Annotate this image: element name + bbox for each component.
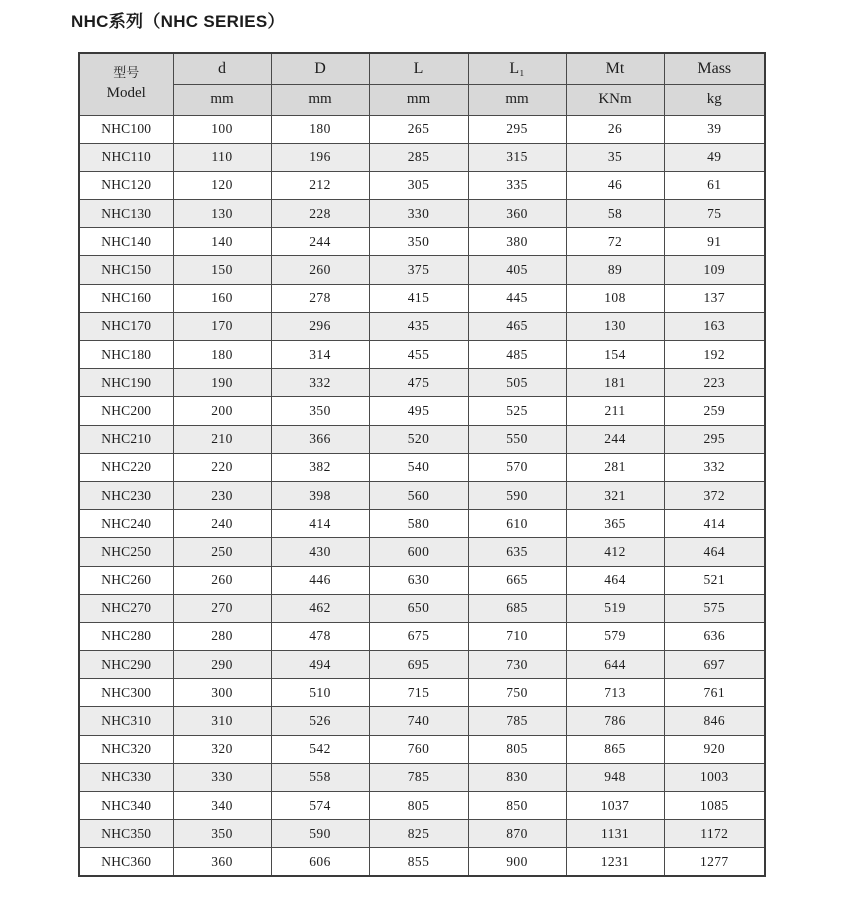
value-cell: 510 [271,679,369,707]
value-cell: 170 [173,312,271,340]
value-cell: 785 [468,707,566,735]
column-header-L1: L₁ [468,53,566,84]
value-cell: 521 [664,566,765,594]
value-cell: 519 [566,594,664,622]
value-cell: 870 [468,820,566,848]
value-cell: 350 [271,397,369,425]
table-row [79,341,765,369]
value-cell: 805 [468,735,566,763]
value-cell: 350 [173,820,271,848]
value-cell: 259 [664,397,765,425]
value-cell: 360 [468,200,566,228]
value-cell: 295 [664,425,765,453]
value-cell: 494 [271,651,369,679]
value-cell: 72 [566,228,664,256]
value-cell: 1131 [566,820,664,848]
value-cell: 730 [468,651,566,679]
model-cell: NHC150 [79,256,173,284]
unit-L: mm [369,84,468,115]
value-cell: 462 [271,594,369,622]
value-cell: 855 [369,848,468,876]
value-cell: 505 [468,369,566,397]
value-cell: 695 [369,651,468,679]
value-cell: 130 [173,200,271,228]
value-cell: 785 [369,763,468,791]
value-cell: 900 [468,848,566,876]
value-cell: 1277 [664,848,765,876]
value-cell: 430 [271,538,369,566]
value-cell: 574 [271,792,369,820]
value-cell: 372 [664,481,765,509]
table-body [79,115,765,876]
value-cell: 89 [566,256,664,284]
value-cell: 464 [566,566,664,594]
model-cell: NHC270 [79,594,173,622]
value-cell: 610 [468,510,566,538]
value-cell: 865 [566,735,664,763]
value-cell: 61 [664,171,765,199]
value-cell: 75 [664,200,765,228]
value-cell: 296 [271,312,369,340]
value-cell: 196 [271,143,369,171]
value-cell: 415 [369,284,468,312]
value-cell: 435 [369,312,468,340]
value-cell: 120 [173,171,271,199]
page-title: NHC系列（NHC SERIES） [71,12,285,31]
value-cell: 366 [271,425,369,453]
model-cell: NHC240 [79,510,173,538]
value-cell: 49 [664,143,765,171]
table-header [79,53,765,115]
model-cell: NHC190 [79,369,173,397]
value-cell: 180 [271,115,369,143]
table-row [79,171,765,199]
table-row [79,679,765,707]
value-cell: 1003 [664,763,765,791]
value-cell: 414 [664,510,765,538]
value-cell: 330 [369,200,468,228]
unit-d: mm [173,84,271,115]
table-row [79,651,765,679]
value-cell: 240 [173,510,271,538]
value-cell: 211 [566,397,664,425]
table-row [79,735,765,763]
model-cell: NHC360 [79,848,173,876]
value-cell: 1172 [664,820,765,848]
table-row [79,425,765,453]
value-cell: 713 [566,679,664,707]
value-cell: 108 [566,284,664,312]
value-cell: 35 [566,143,664,171]
value-cell: 644 [566,651,664,679]
value-cell: 697 [664,651,765,679]
value-cell: 350 [369,228,468,256]
table-row [79,284,765,312]
value-cell: 786 [566,707,664,735]
value-cell: 636 [664,622,765,650]
value-cell: 46 [566,171,664,199]
value-cell: 190 [173,369,271,397]
value-cell: 210 [173,425,271,453]
value-cell: 542 [271,735,369,763]
value-cell: 650 [369,594,468,622]
model-cell: NHC320 [79,735,173,763]
value-cell: 590 [468,481,566,509]
value-cell: 265 [369,115,468,143]
model-cell: NHC100 [79,115,173,143]
value-cell: 58 [566,200,664,228]
value-cell: 760 [369,735,468,763]
table-row [79,792,765,820]
table-row [79,397,765,425]
table-row [79,566,765,594]
value-cell: 340 [173,792,271,820]
model-cell: NHC170 [79,312,173,340]
value-cell: 600 [369,538,468,566]
value-cell: 192 [664,341,765,369]
value-cell: 281 [566,453,664,481]
model-cell: NHC300 [79,679,173,707]
model-cell: NHC340 [79,792,173,820]
value-cell: 579 [566,622,664,650]
table-row [79,369,765,397]
value-cell: 26 [566,115,664,143]
value-cell: 550 [468,425,566,453]
model-cell: NHC110 [79,143,173,171]
table-row [79,256,765,284]
value-cell: 39 [664,115,765,143]
value-cell: 285 [369,143,468,171]
table-row [79,622,765,650]
value-cell: 154 [566,341,664,369]
model-cell: NHC210 [79,425,173,453]
value-cell: 223 [664,369,765,397]
value-cell: 332 [664,453,765,481]
column-header-L: L [369,53,468,84]
model-cell: NHC230 [79,481,173,509]
value-cell: 1231 [566,848,664,876]
value-cell: 109 [664,256,765,284]
value-cell: 244 [566,425,664,453]
spec-table [78,52,766,877]
value-cell: 830 [468,763,566,791]
value-cell: 330 [173,763,271,791]
table-row [79,594,765,622]
table-row [79,312,765,340]
value-cell: 590 [271,820,369,848]
value-cell: 405 [468,256,566,284]
value-cell: 360 [173,848,271,876]
value-cell: 200 [173,397,271,425]
value-cell: 948 [566,763,664,791]
value-cell: 310 [173,707,271,735]
value-cell: 315 [468,143,566,171]
value-cell: 332 [271,369,369,397]
value-cell: 1037 [566,792,664,820]
unit-Mt: KNm [566,84,664,115]
value-cell: 526 [271,707,369,735]
unit-L1: mm [468,84,566,115]
model-column-header [79,53,173,115]
value-cell: 365 [566,510,664,538]
table-row [79,115,765,143]
model-cell: NHC260 [79,566,173,594]
value-cell: 314 [271,341,369,369]
value-cell: 478 [271,622,369,650]
model-cell: NHC220 [79,453,173,481]
value-cell: 846 [664,707,765,735]
column-header-D: D [271,53,369,84]
value-cell: 130 [566,312,664,340]
value-cell: 212 [271,171,369,199]
value-cell: 320 [173,735,271,763]
model-cell: NHC330 [79,763,173,791]
value-cell: 290 [173,651,271,679]
unit-Mass: kg [664,84,765,115]
value-cell: 180 [173,341,271,369]
value-cell: 495 [369,397,468,425]
header-label-row [79,53,765,84]
value-cell: 575 [664,594,765,622]
value-cell: 181 [566,369,664,397]
value-cell: 665 [468,566,566,594]
unit-D: mm [271,84,369,115]
value-cell: 380 [468,228,566,256]
model-cell: NHC130 [79,200,173,228]
table-row [79,453,765,481]
model-cell: NHC200 [79,397,173,425]
model-cell: NHC290 [79,651,173,679]
table-row [79,510,765,538]
model-cell: NHC140 [79,228,173,256]
table-row [79,200,765,228]
value-cell: 137 [664,284,765,312]
value-cell: 558 [271,763,369,791]
table-row [79,538,765,566]
value-cell: 260 [271,256,369,284]
table-row [79,143,765,171]
table-row [79,707,765,735]
value-cell: 100 [173,115,271,143]
value-cell: 675 [369,622,468,650]
value-cell: 445 [468,284,566,312]
value-cell: 580 [369,510,468,538]
value-cell: 150 [173,256,271,284]
value-cell: 230 [173,481,271,509]
model-cell: NHC160 [79,284,173,312]
model-cell: NHC250 [79,538,173,566]
table-row [79,228,765,256]
value-cell: 300 [173,679,271,707]
value-cell: 163 [664,312,765,340]
value-cell: 465 [468,312,566,340]
value-cell: 250 [173,538,271,566]
value-cell: 260 [173,566,271,594]
table-row [79,820,765,848]
header-unit-row [79,84,765,115]
value-cell: 761 [664,679,765,707]
value-cell: 455 [369,341,468,369]
value-cell: 570 [468,453,566,481]
value-cell: 110 [173,143,271,171]
value-cell: 485 [468,341,566,369]
value-cell: 244 [271,228,369,256]
value-cell: 446 [271,566,369,594]
value-cell: 270 [173,594,271,622]
value-cell: 382 [271,453,369,481]
value-cell: 525 [468,397,566,425]
value-cell: 375 [369,256,468,284]
table-row [79,481,765,509]
value-cell: 920 [664,735,765,763]
value-cell: 805 [369,792,468,820]
value-cell: 825 [369,820,468,848]
value-cell: 295 [468,115,566,143]
model-cell: NHC310 [79,707,173,735]
model-header-en: Model [106,84,146,101]
column-header-Mt: Mt [566,53,664,84]
value-cell: 335 [468,171,566,199]
value-cell: 398 [271,481,369,509]
value-cell: 606 [271,848,369,876]
value-cell: 710 [468,622,566,650]
value-cell: 278 [271,284,369,312]
value-cell: 740 [369,707,468,735]
value-cell: 140 [173,228,271,256]
value-cell: 412 [566,538,664,566]
value-cell: 321 [566,481,664,509]
value-cell: 635 [468,538,566,566]
value-cell: 414 [271,510,369,538]
value-cell: 850 [468,792,566,820]
value-cell: 160 [173,284,271,312]
model-cell: NHC280 [79,622,173,650]
value-cell: 540 [369,453,468,481]
value-cell: 220 [173,453,271,481]
model-header-cn: 型号 [113,66,140,82]
column-header-Mass: Mass [664,53,765,84]
table-row [79,763,765,791]
model-cell: NHC120 [79,171,173,199]
value-cell: 520 [369,425,468,453]
value-cell: 685 [468,594,566,622]
value-cell: 280 [173,622,271,650]
value-cell: 228 [271,200,369,228]
value-cell: 715 [369,679,468,707]
value-cell: 464 [664,538,765,566]
column-header-d: d [173,53,271,84]
value-cell: 1085 [664,792,765,820]
value-cell: 475 [369,369,468,397]
value-cell: 305 [369,171,468,199]
model-cell: NHC180 [79,341,173,369]
table-row [79,848,765,876]
value-cell: 560 [369,481,468,509]
value-cell: 91 [664,228,765,256]
model-cell: NHC350 [79,820,173,848]
value-cell: 750 [468,679,566,707]
value-cell: 630 [369,566,468,594]
